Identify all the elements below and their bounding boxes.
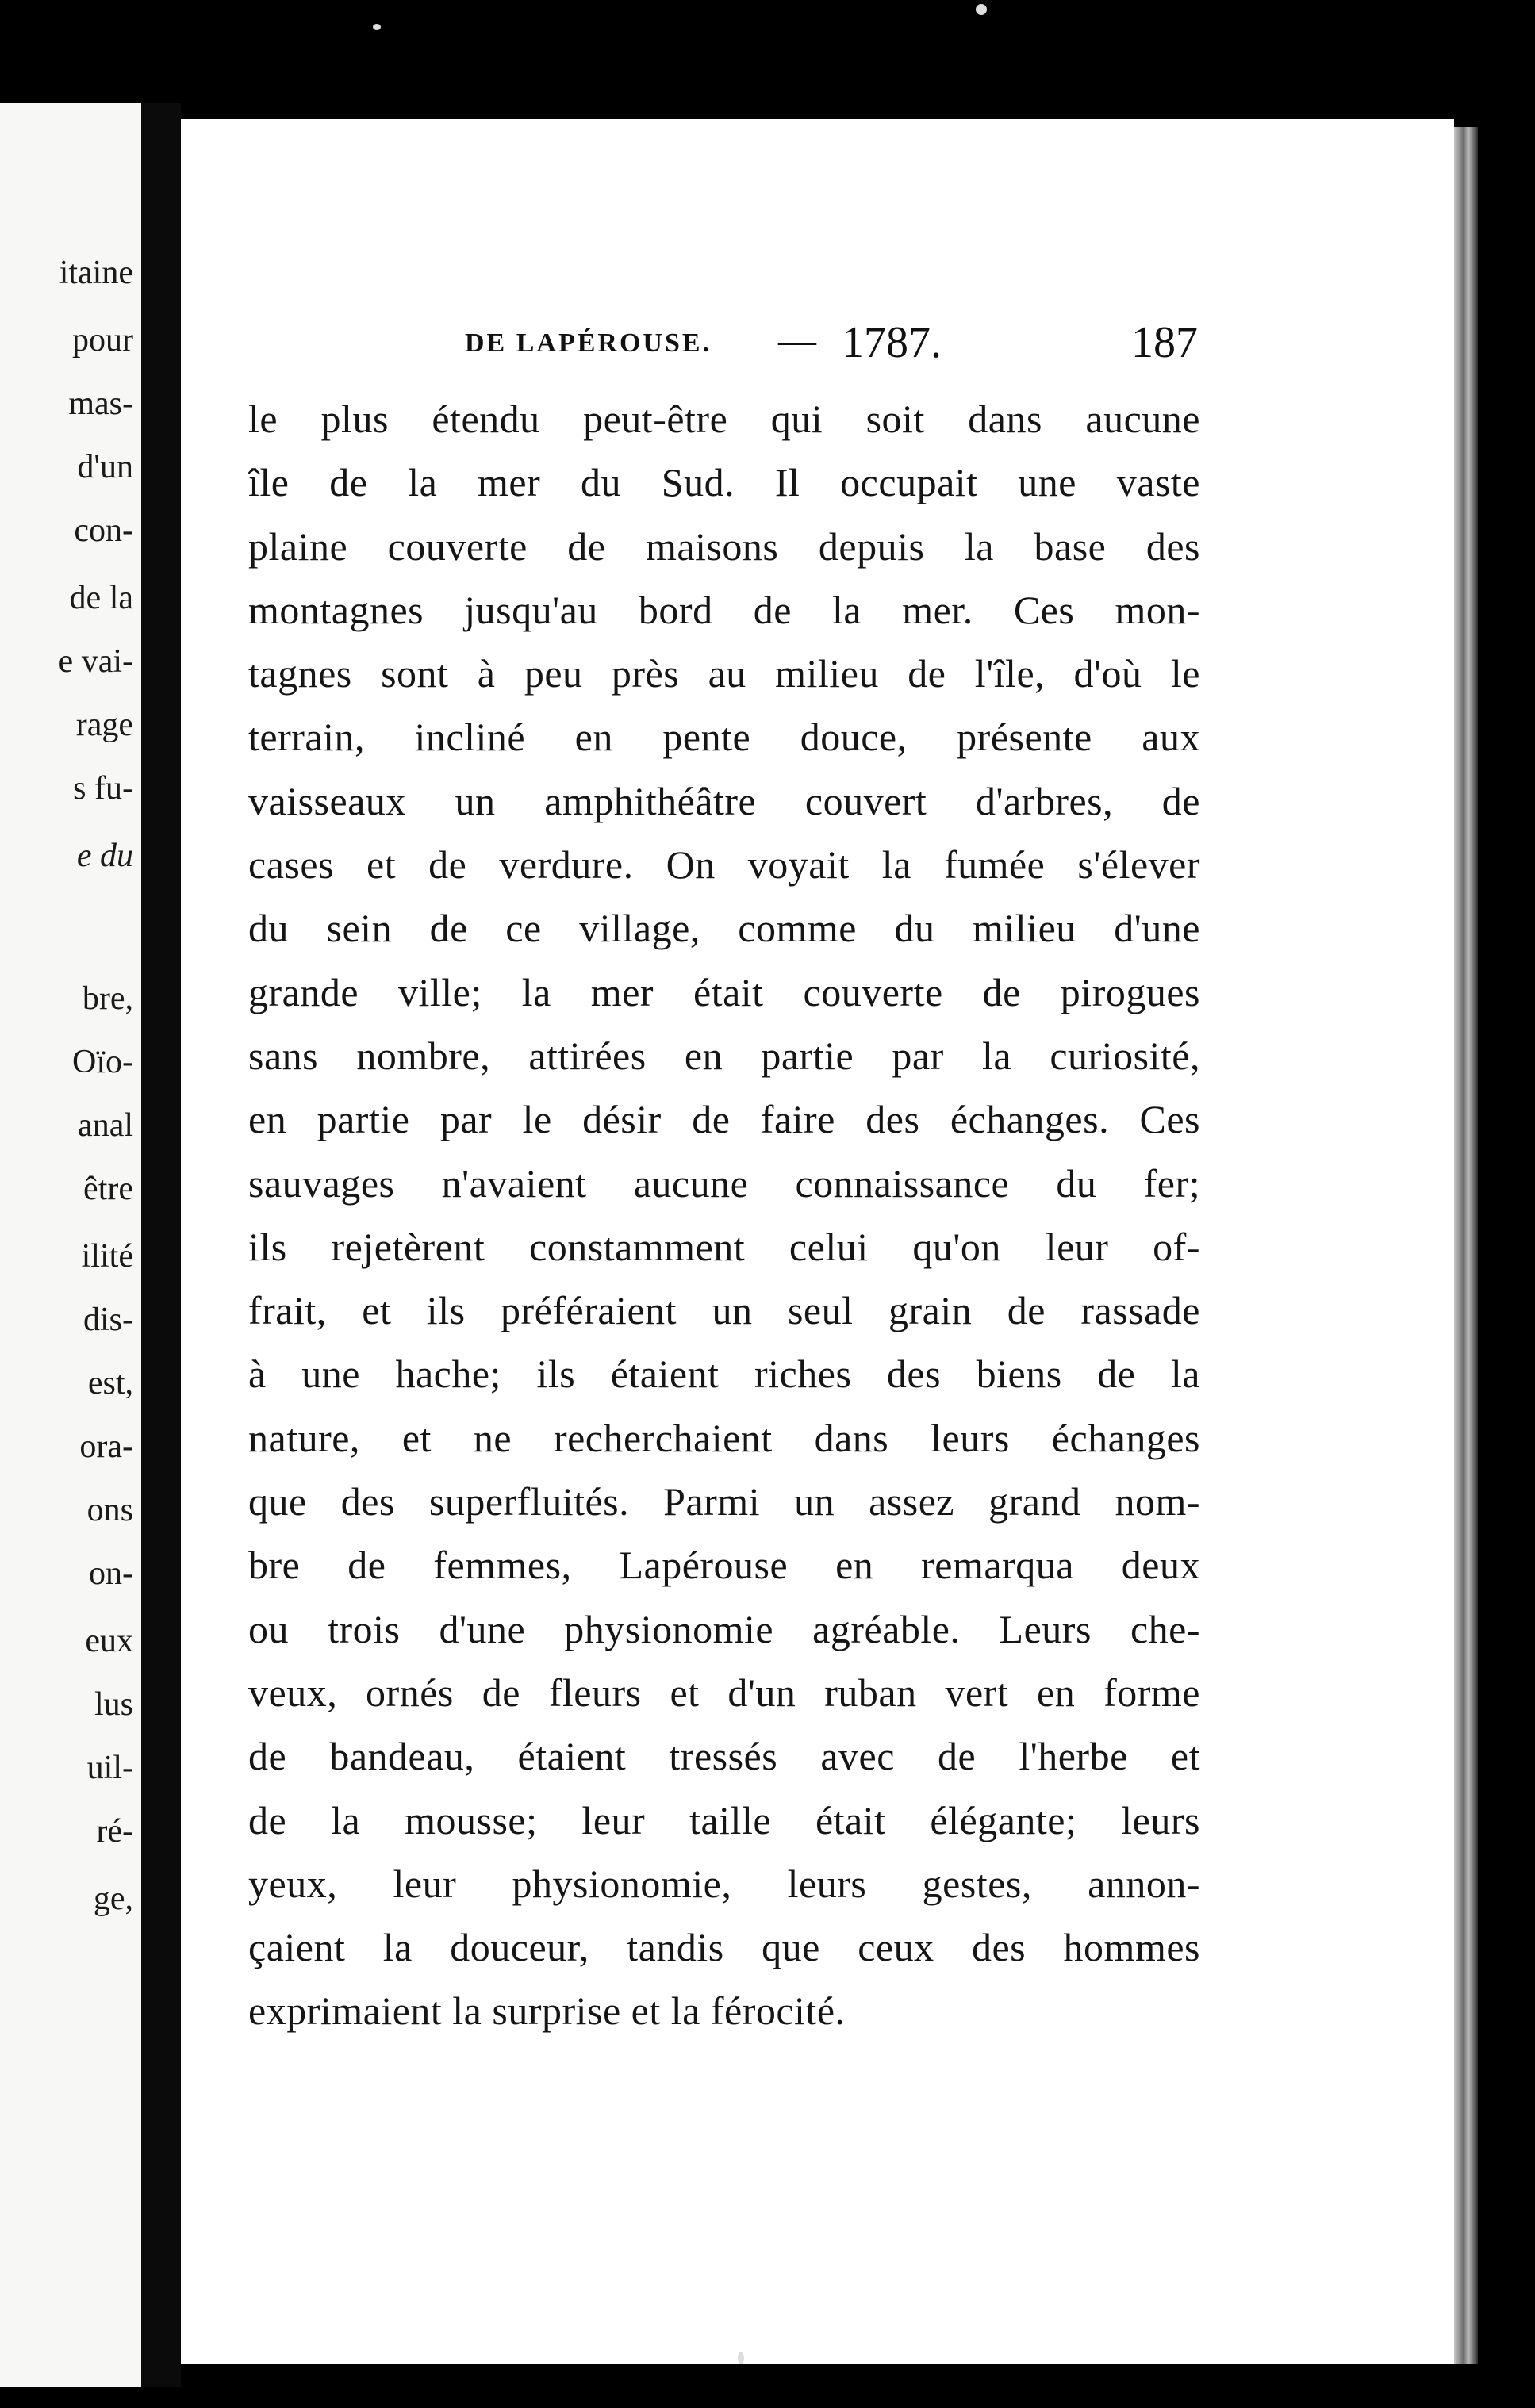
- left-page-line: ons: [86, 1492, 133, 1528]
- left-page-line: ge,: [93, 1881, 133, 1917]
- text-line: montagnes jusqu'au bord de la mer. Ces mon-: [248, 587, 1200, 632]
- left-page-line: ilité: [81, 1238, 133, 1275]
- left-page-line: être: [83, 1171, 133, 1207]
- scan-speck: [738, 2352, 744, 2364]
- left-page-line: ora-: [79, 1428, 133, 1465]
- left-page-line: on-: [89, 1555, 133, 1592]
- left-page-line: lus: [94, 1686, 133, 1723]
- left-page-line: mas-: [68, 385, 133, 422]
- running-head-year: 1787.: [842, 318, 942, 367]
- text-line: cases et de verdure. On voyait la fumée s'élever: [248, 842, 1200, 888]
- text-line: plaine couverte de maisons depuis la base des: [248, 523, 1200, 569]
- left-page-line: pour: [72, 322, 133, 359]
- text-line: frait, et ils préféraient un seul grain de rassade: [248, 1288, 1200, 1333]
- left-page-line: de la: [69, 580, 133, 616]
- scan-speck: [976, 4, 987, 15]
- text-line: yeux, leur physionomie, leurs gestes, annon-: [248, 1861, 1200, 1906]
- scan-speck: [373, 24, 381, 30]
- left-page-line: con-: [74, 512, 133, 549]
- text-line: sauvages n'avaient aucune connaissance du fer;: [248, 1160, 1200, 1206]
- text-line: exprimaient la surprise et la férocité.: [248, 1988, 846, 2034]
- text-line: ou trois d'une physionomie agréable. Leurs che-: [248, 1606, 1200, 1651]
- text-line: nature, et ne recherchaient dans leurs échanges: [248, 1415, 1200, 1460]
- page-gutter: [141, 103, 181, 2387]
- text-line: que des superfluités. Parmi un assez grand nom-: [248, 1479, 1200, 1524]
- text-line: çaient la douceur, tandis que ceux des hommes: [248, 1925, 1200, 1970]
- left-page-line: e vai-: [58, 643, 133, 680]
- left-page-line: Oïo-: [72, 1044, 133, 1080]
- body-text: [248, 387, 1200, 2043]
- text-line: de bandeau, étaient tressés avec de l'herbe et: [248, 1734, 1200, 1779]
- left-page-line: eux: [85, 1623, 133, 1659]
- left-facing-page-fragment: [0, 103, 141, 2387]
- page-edge: [1454, 127, 1478, 2364]
- text-line: tagnes sont à peu près au milieu de l'île, d'où le: [248, 651, 1200, 696]
- left-page-line: itaine: [59, 255, 133, 291]
- left-page-line: bre,: [82, 980, 133, 1017]
- left-page-line: e du: [76, 838, 133, 874]
- running-head-dash: —: [778, 320, 816, 362]
- left-page-line: s fu-: [73, 770, 133, 807]
- text-line: veux, ornés de fleurs et d'un ruban vert en forme: [248, 1670, 1200, 1715]
- page-number: 187: [1131, 318, 1198, 367]
- text-line: vaisseaux un amphithéâtre couvert d'arbres, de: [248, 778, 1200, 823]
- left-page-line: d'un: [77, 449, 133, 485]
- running-head-title: DE LAPÉROUSE.: [465, 328, 712, 358]
- running-head: [465, 317, 1198, 365]
- text-line: du sein de ce village, comme du milieu d'une: [248, 906, 1200, 951]
- left-page-line: est,: [87, 1365, 133, 1401]
- text-line: en partie par le désir de faire des échanges. Ces: [248, 1097, 1200, 1142]
- text-line: grande ville; la mer était couverte de pirogues: [248, 969, 1200, 1014]
- left-page-line: ré-: [96, 1813, 133, 1850]
- left-page-line: uil-: [86, 1750, 133, 1786]
- text-line: bre de femmes, Lapérouse en remarqua deux: [248, 1543, 1200, 1588]
- left-page-line: anal: [78, 1107, 133, 1144]
- text-line: terrain, incliné en pente douce, présente aux: [248, 715, 1200, 760]
- text-line: ils rejetèrent constamment celui qu'on leur of-: [248, 1224, 1200, 1269]
- text-line: de la mousse; leur taille était élégante; leurs: [248, 1797, 1200, 1842]
- left-page-line: rage: [75, 707, 133, 743]
- text-line: le plus étendu peut-être qui soit dans aucune: [248, 397, 1200, 441]
- left-page-line: dis-: [83, 1302, 133, 1338]
- text-line: sans nombre, attirées en partie par la curiosité,: [248, 1033, 1200, 1078]
- text-line: à une hache; ils étaient riches des biens de la: [248, 1352, 1200, 1397]
- text-line: île de la mer du Sud. Il occupait une vaste: [248, 460, 1200, 505]
